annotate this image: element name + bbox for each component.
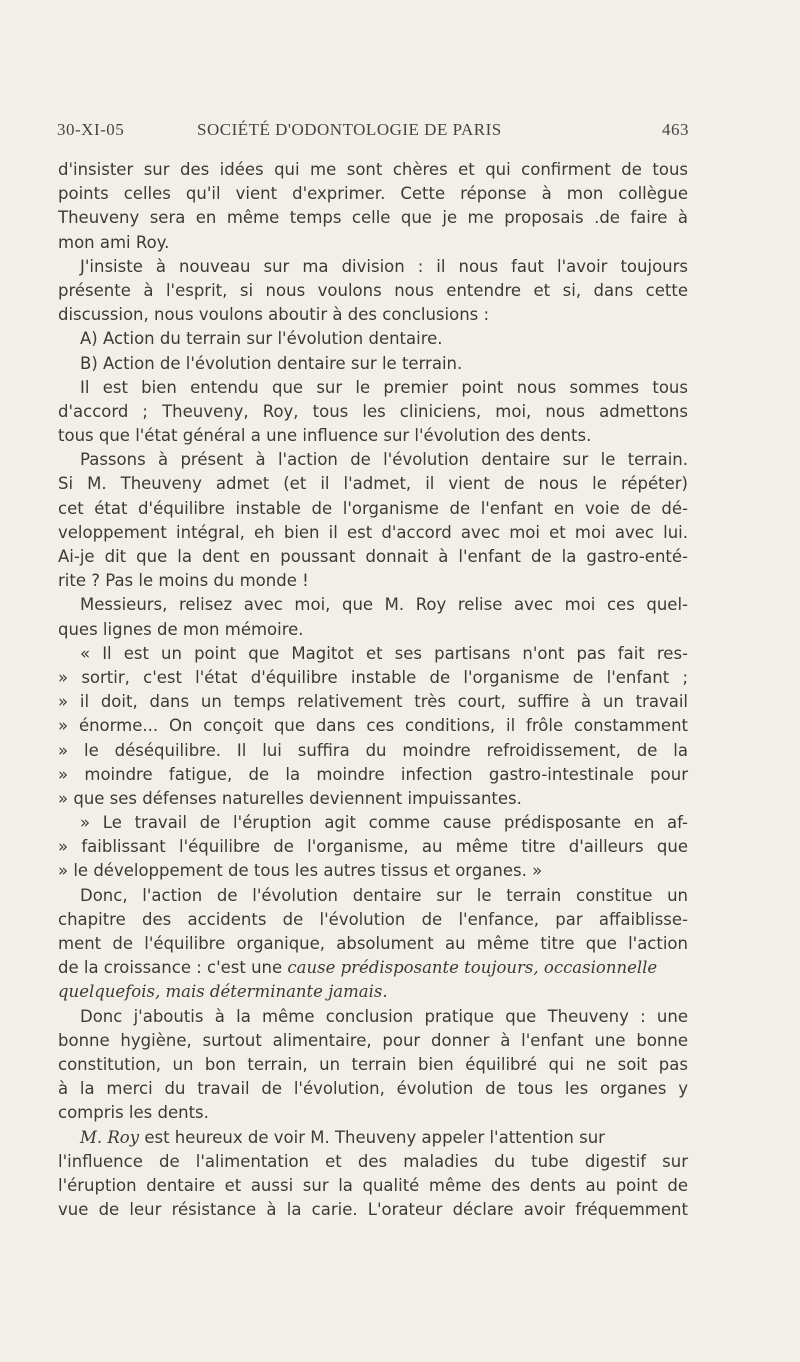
- text-line: Donc j'aboutis à la même conclusion pratique que Theuveny : une: [80, 1006, 688, 1026]
- header-date: 30-XI-05: [57, 120, 125, 139]
- text-line: B) Action de l'évolution dentaire sur le terrain.: [80, 353, 463, 373]
- text-line: vue de leur résistance à la carie. L'orateur déclare avoir fréquemment: [58, 1200, 688, 1220]
- text-line: mon ami Roy.: [58, 232, 170, 252]
- quote-line: « Il est un point que Magitot et ses partisans n'ont pas fait res-: [80, 643, 688, 663]
- quote-line: » énorme... On conçoit que dans ces conditions, il frôle constamment: [58, 716, 688, 736]
- text-line: discussion, nous voulons aboutir à des conclusions :: [58, 305, 490, 325]
- text-line: Messieurs, relisez avec moi, que M. Roy relise avec moi ces quel-: [80, 595, 688, 615]
- text-line: [58, 980, 688, 1004]
- text-line: A) Action du terrain sur l'évolution dentaire.: [80, 329, 443, 349]
- quote-line: » Le travail de l'éruption agit comme cause prédisposante en af-: [80, 813, 688, 833]
- text-line: à la merci du travail de l'évolution, évolution de tous les organes y: [58, 1079, 688, 1099]
- text-line: d'accord ; Theuveny, Roy, tous les cliniciens, moi, nous admettons: [58, 401, 688, 421]
- text-line: tous que l'état général a une influence sur l'évolution des dents.: [58, 426, 592, 446]
- text-line: Donc, l'action de l'évolution dentaire sur le terrain constitue un: [80, 885, 688, 905]
- body-text: [58, 158, 688, 1222]
- text-line: ment de l'équilibre organique, absolument au même titre que l'action: [58, 934, 688, 953]
- text-line: Ai-je dit que la dent en poussant donnait à l'enfant de la gastro-enté-: [58, 547, 688, 566]
- text-line: [58, 1126, 688, 1150]
- quote-line: » moindre fatigue, de la moindre infection gastro-intestinale pour: [58, 764, 688, 784]
- text-line: Passons à présent à l'action de l'évolution dentaire sur le terrain.: [80, 450, 688, 470]
- page-number: 463: [662, 120, 689, 139]
- text-line: rite ? Pas le moins du monde !: [58, 571, 309, 591]
- text-line: bonne hygiène, surtout alimentaire, pour donner à l'enfant une bonne: [58, 1030, 688, 1050]
- text-span: de la croissance : c'est une: [58, 958, 283, 978]
- text-line: constitution, un bon terrain, un terrain bien équilibré qui ne soit pas: [58, 1054, 688, 1074]
- text-line: [58, 956, 688, 980]
- quote-line: » que ses défenses naturelles deviennent impuissantes.: [58, 788, 522, 808]
- quote-line: » le développement de tous les autres tissus et organes. »: [58, 861, 543, 881]
- speaker-name: M. Roy: [80, 1127, 140, 1147]
- text-line: Il est bien entendu que sur le premier point nous sommes tous: [80, 377, 688, 397]
- header-title: SOCIÉTÉ D'ODONTOLOGIE DE PARIS: [197, 120, 502, 139]
- text-span: est heureux de voir M. Theuveny appeler l'attention sur: [144, 1127, 605, 1147]
- text-line: cet état d'équilibre instable de l'organisme de l'enfant en voie de dé-: [58, 498, 688, 518]
- quote-line: » il doit, dans un temps relativement très court, suffire à un travail: [58, 692, 688, 712]
- text-line: présente à l'esprit, si nous voulons nous entendre et si, dans cette: [58, 280, 688, 300]
- text-line: ques lignes de mon mémoire.: [58, 619, 304, 639]
- text-line: l'éruption dentaire et aussi sur la qualité même des dents au point de: [58, 1175, 688, 1195]
- italic-phrase: quelquefois, mais déterminante jamais.: [58, 982, 388, 1002]
- text-line: veloppement intégral, eh bien il est d'accord avec moi et moi avec lui.: [58, 522, 688, 542]
- text-line: d'insister sur des idées qui me sont chères et qui confirment de tous: [58, 160, 688, 179]
- quote-line: » faiblissant l'équilibre de l'organisme, au même titre d'ailleurs que: [58, 837, 688, 857]
- text-line: J'insiste à nouveau sur ma division : il nous faut l'avoir toujours: [80, 256, 688, 276]
- text-line: l'influence de l'alimentation et des maladies du tube digestif sur: [58, 1151, 688, 1171]
- text-line: Si M. Theuveny admet (et il l'admet, il vient de nous le répéter): [58, 474, 688, 494]
- quote-line: » sortir, c'est l'état d'équilibre instable de l'organisme de l'enfant ;: [58, 667, 688, 687]
- text-line: Theuveny sera en même temps celle que je me proposais .de faire à: [58, 208, 688, 228]
- text-line: compris les dents.: [58, 1103, 209, 1123]
- text-line: chapitre des accidents de l'évolution de l'enfance, par affaiblisse-: [58, 909, 688, 929]
- text-line: points celles qu'il vient d'exprimer. Cette réponse à mon collègue: [58, 184, 688, 204]
- italic-phrase: cause prédisposante toujours, occasionnelle: [287, 958, 658, 978]
- quote-line: » le déséquilibre. Il lui suffira du moindre refroidissement, de la: [58, 740, 688, 760]
